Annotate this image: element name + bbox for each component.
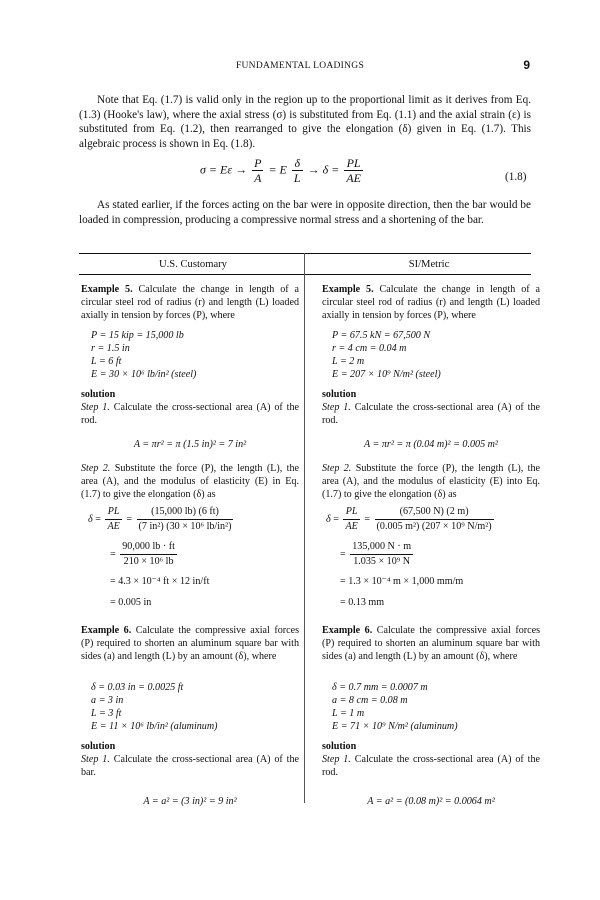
us-delta-equation-1: δ = $\frac{PL}{AE}$ = $\frac{(15,000 lb) (6 ft)}{\text{(7 in²) (30 × 10⁶ lb/in²)}}$	[88, 506, 232, 532]
table-top-rule	[79, 253, 531, 254]
us-step2: Step 2. Substitute the force (P), the length (L), the area (A), and the modulus of elasticity (E) in Eq. (1.7) to give the elongation (δ) as	[81, 463, 299, 501]
si-delta-equation-2: = $\frac{135,000 N \cdot m}{\text{1.035 × 10⁹ N}}$	[340, 541, 412, 567]
step-label: Step 1.	[322, 754, 351, 766]
si-example-6: Example 6. Calculate the compressive axial forces (P) required to shorten an aluminum square bar with sides (a) and length (L) by an amount (δ), where	[322, 625, 541, 663]
us-example-6: Example 6. Calculate the compressive axial forces (P) required to shorten an aluminum square bar with sides (a) and length (L) by an amount (δ), where	[81, 625, 300, 663]
step-label: Step 2.	[322, 463, 352, 474]
us-ex5-given	[81, 329, 309, 381]
intro-paragraph: Note that Eq. (1.7) is valid only in the region up to the proportional limit as it derives from Eq. (1.3) (Hooke's law), where the axial stress (σ) is substituted from Eq. (1.1) and the axial strain (ε) is substituted from Eq. (1.2), then rearranged to give the elongation (δ) given in Eq. (1.7). This algebraic process is shown in Eq. (1.8).	[79, 94, 531, 150]
given-item: δ = 0.03 in = 0.0025 ft	[91, 682, 184, 693]
given-item: P = 15 kip = 15,000 lb	[91, 330, 184, 341]
given-item: L = 2 m	[332, 356, 365, 367]
si-delta-equation-3: = 1.3 × 10⁻⁴ m × 1,000 mm/m	[340, 576, 464, 587]
solution-heading: solution	[322, 741, 357, 752]
step-label: Step 1.	[322, 402, 351, 414]
table-head-rule	[79, 274, 531, 275]
equation-1-8: σ = Eε → $\frac{P}{A}$ = E $\frac{\delta}{L}$ → δ = $\frac{PL}{AE}$	[200, 156, 361, 185]
us-ex6-label: Example 6.	[81, 625, 132, 636]
given-item: L = 1 m	[332, 708, 365, 719]
us-delta-equation-3: = 4.3 × 10⁻⁴ ft × 12 in/ft	[110, 576, 210, 587]
solution-heading: solution	[81, 389, 116, 400]
intro-paragraph-2: As stated earlier, if the forces acting on the bar were in opposite direction, then the bar would be loaded in compression, producing a compressive normal stress and a shortening of the bar.	[79, 199, 531, 226]
us-delta-equation-2: = $\frac{90,000 lb \cdot ft}{\text{210 × 10⁶ lb}}$	[110, 541, 175, 567]
given-item: a = 3 in	[91, 695, 124, 706]
si-ex5-solution: solution Step 1. Calculate the cross-sectional area (A) of the rod.	[322, 389, 540, 427]
si-example-5: Example 5. Calculate the change in length of a circular steel rod of radius (r) and length (L) loaded axially in tension by forces (P), where	[322, 284, 541, 322]
given-item: P = 67.5 kN = 67,500 N	[332, 330, 431, 341]
us-area-equation: A = πr² = π (1.5 in)² = 7 in²	[133, 439, 247, 450]
page-number: 9	[523, 58, 530, 72]
given-item: E = 30 × 10⁶ lb/in² (steel)	[91, 369, 197, 380]
column-head-si: SI/Metric	[408, 259, 450, 270]
si-delta-equation-1: δ = $\frac{PL}{AE}$ = $\frac{(67,500 N) (2 m)}{\text{(0.005 m²) (207 × 10⁹ N/m²)}}$	[326, 506, 492, 532]
us-ex5-label: Example 5.	[81, 284, 133, 295]
us-step1: Step 1. Calculate the cross-sectional area (A) of the rod.	[81, 402, 299, 427]
si-ex6-given	[322, 681, 550, 733]
given-item: E = 71 × 10⁹ N/m² (aluminum)	[332, 721, 458, 732]
si-ex5-given	[322, 329, 550, 381]
us-ex6-solution: solution Step 1. Calculate the cross-sectional area (A) of the bar.	[81, 741, 299, 779]
given-item: r = 1.5 in	[91, 343, 130, 354]
solution-heading: solution	[322, 389, 357, 400]
column-head-us: U.S. Customary	[159, 259, 227, 270]
given-item: r = 4 cm = 0.04 m	[332, 343, 407, 354]
given-item: E = 11 × 10⁶ lb/in² (aluminum)	[91, 721, 218, 732]
given-item: a = 8 cm = 0.08 m	[332, 695, 408, 706]
si-ex6-area-equation: A = a² = (0.08 m)² = 0.0064 m²	[367, 796, 495, 807]
running-head: FUNDAMENTAL LOADINGS	[235, 61, 365, 71]
solution-heading: solution	[81, 741, 116, 752]
given-item: E = 207 × 10⁹ N/m² (steel)	[332, 369, 441, 380]
si-ex6-solution: solution Step 1. Calculate the cross-sectional area (A) of the rod.	[322, 741, 540, 779]
us-ex5-statement: Example 5. Calculate the change in length of a circular steel rod of radius (r) and length (L) loaded axially in tension by forces (P), where	[81, 284, 300, 322]
si-area-equation: A = πr² = π (0.04 m)² = 0.005 m²	[364, 439, 498, 450]
si-ex6-label: Example 6.	[322, 625, 373, 636]
us-ex6-area-equation: A = a² = (3 in)² = 9 in²	[143, 796, 237, 807]
given-item: L = 3 ft	[91, 708, 122, 719]
step-label: Step 2.	[81, 463, 111, 474]
step-label: Step 1.	[81, 754, 110, 766]
si-ex5-label: Example 5.	[322, 284, 374, 295]
us-ex6-given	[81, 681, 309, 733]
si-delta-result: = 0.13 mm	[340, 597, 385, 608]
us-example-5	[81, 283, 299, 323]
step-label: Step 1.	[81, 402, 110, 414]
equation-label: (1.8)	[505, 171, 527, 183]
us-delta-result: = 0.005 in	[110, 597, 152, 608]
us-ex5-solution	[81, 388, 299, 428]
given-item: L = 6 ft	[91, 356, 122, 367]
given-item: δ = 0.7 mm = 0.0007 m	[332, 682, 428, 693]
si-step2: Step 2. Substitute the force (P), the length (L), the area (A), and the modulus of elasticity (E) into Eq. (1.7) to give the elongation (δ) as	[322, 463, 540, 501]
